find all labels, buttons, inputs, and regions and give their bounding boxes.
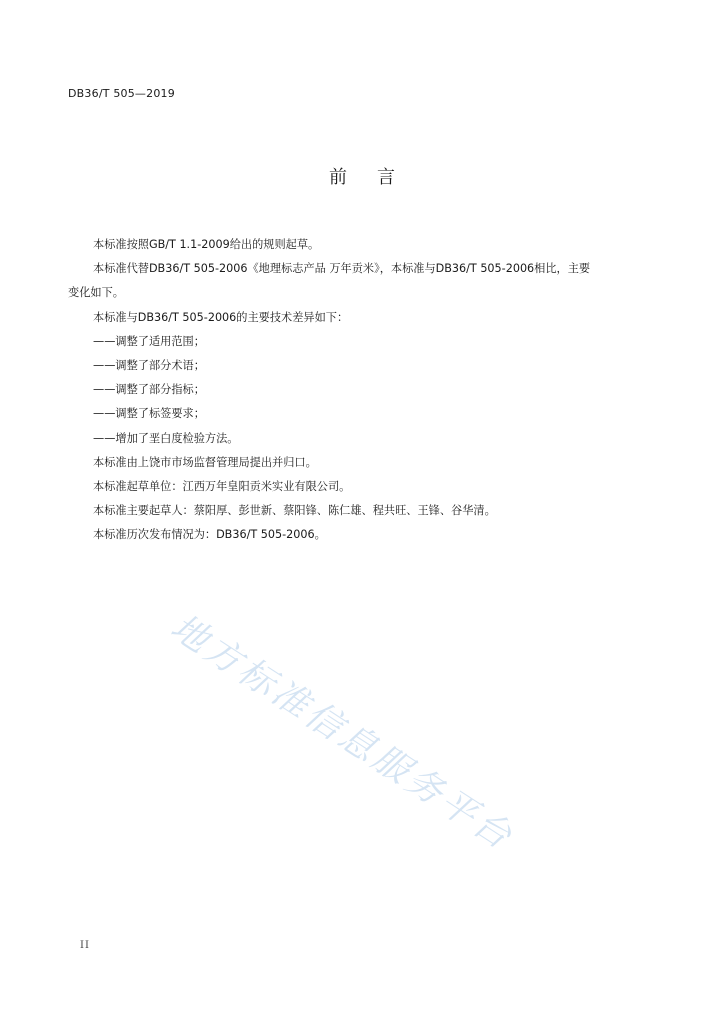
watermark: 地方标准信息服务平台 <box>163 606 522 859</box>
paragraph-history: 本标准历次发布情况为：DB36/T 505-2006。 <box>93 528 326 542</box>
paragraph-drafting-rule: 本标准按照GB/T 1.1-2009给出的规则起草。 <box>93 238 320 251</box>
preface-body <box>68 233 656 548</box>
change-item: ——调整了适用范围； <box>93 334 205 348</box>
paragraph-proposer: 本标准由上饶市市场监督管理局提出并归口。 <box>93 455 317 469</box>
paragraph-drafters: 本标准主要起草人：蔡阳厚、彭世新、蔡阳锋、陈仁雄、程共旺、王锋、谷华清。 <box>93 504 496 518</box>
change-item: ——调整了部分指标； <box>93 383 205 397</box>
page-title <box>0 163 724 189</box>
title-char-2: 言 <box>377 167 395 188</box>
paragraph-differences-intro: 本标准与DB36/T 505-2006的主要技术差异如下： <box>93 310 349 324</box>
paragraph-drafting-unit: 本标准起草单位：江西万年皇阳贡米实业有限公司。 <box>93 480 351 494</box>
paragraph-replacement: 本标准代替DB36/T 505-2006《地理标志产品 万年贡米》，本标准与DB36/T 505-2006相比，主要 <box>93 262 591 276</box>
title-char-1: 前 <box>329 167 347 188</box>
change-item: ——增加了垩白度检验方法。 <box>93 431 239 445</box>
page-number: II <box>80 940 90 951</box>
paragraph-replacement-continued: 变化如下。 <box>68 286 124 300</box>
change-item: ——调整了标签要求； <box>93 407 205 421</box>
document-code: DB36/T 505—2019 <box>68 87 175 100</box>
change-item: ——调整了部分术语； <box>93 359 205 373</box>
